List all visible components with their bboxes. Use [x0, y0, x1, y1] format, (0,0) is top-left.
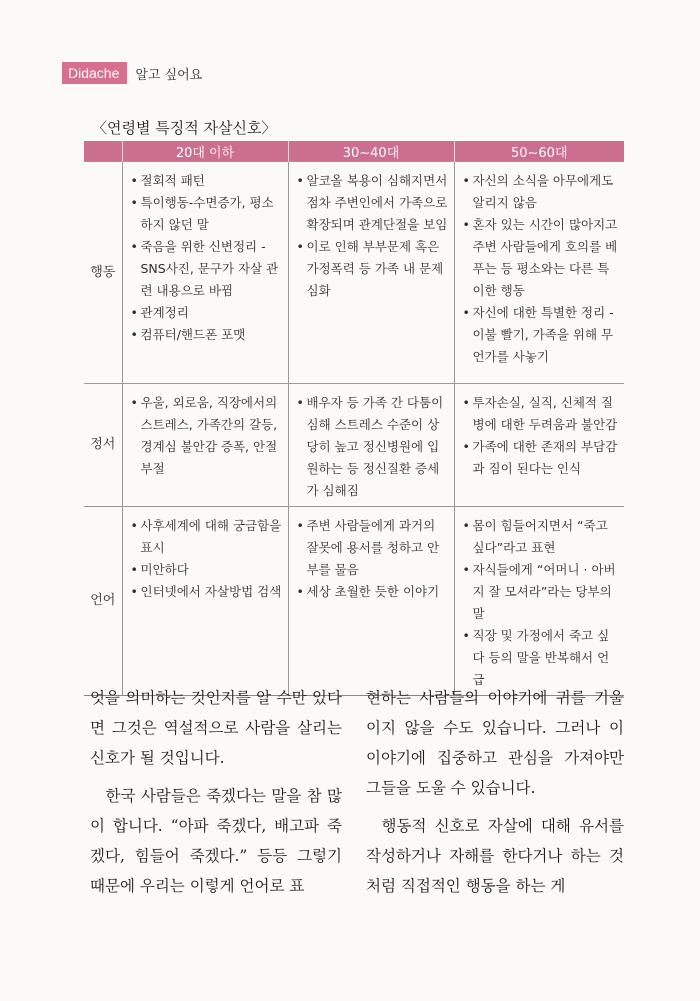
list-item: • 절회적 패턴 [131, 170, 282, 192]
paragraph: 현하는 사람들의 이야기에 귀를 기울이지 않을 수도 있습니다. 그러나 이 이야기에 집중하고 관심을 가져야만 그들을 도울 수 있습니다. [366, 689, 624, 797]
list-item: • 인터넷에서 자살방법 검색 [131, 581, 282, 603]
list-item: • 알코올 복용이 심해지면서 점차 주변인에서 가족으로 확장되며 관계단절을 보임 [297, 170, 448, 236]
row-behavior [84, 162, 624, 384]
header-50s-60s: 50~60대 [454, 141, 624, 162]
table-header-row [84, 141, 624, 162]
row-language [84, 507, 624, 696]
list-item: • 죽음을 위한 신변정리 -SNS사진, 문구가 자살 관련 내용으로 바뀜 [131, 236, 282, 302]
body-column-left [90, 683, 342, 901]
list-behavior-50s [463, 170, 619, 368]
row-label-behavior: 행동 [84, 162, 122, 384]
list-item: • 이로 인해 부부문제 혹은 가정폭력 등 가족 내 문제 심화 [297, 236, 448, 302]
header-30s-40s: 30~40대 [288, 141, 454, 162]
brand-label: Didache [62, 62, 127, 84]
row-label-emotion: 정서 [84, 384, 122, 507]
list-item: • 자신에 대한 특별한 정리 -이불 빨기, 가족을 위해 무언가를 사놓기 [463, 302, 619, 368]
section-title: 알고 싶어요 [135, 67, 203, 83]
row-label-language: 언어 [84, 507, 122, 696]
list-language-30s [297, 515, 448, 603]
paragraph: 한국 사람들은 죽겠다는 말을 참 많이 합니다. “아파 죽겠다, 배고파 죽겠다, 힘들어 죽겠다.” 등등 그렇기 때문에 우리는 이렇게 언어로 표 [90, 787, 342, 895]
list-item: • 몸이 힘들어지면서 “죽고 싶다”라고 표현 [463, 515, 619, 559]
list-language-20s [131, 515, 282, 603]
list-item: • 우울, 외로움, 직장에서의 스트레스, 가족간의 갈등, 경계심 불안감 증폭, 안절부절 [131, 392, 282, 480]
table-caption: 〈연령별 특징적 자살신호〉 [92, 119, 277, 137]
suicide-signals-table [84, 141, 624, 696]
list-item: • 자신의 소식을 아무에게도 알리지 않음 [463, 170, 619, 214]
header-empty [84, 141, 122, 162]
list-item: • 투자손실, 실직, 신체적 질병에 대한 두려움과 불안감 [463, 392, 619, 436]
row-emotion [84, 384, 624, 507]
list-item: • 미안하다 [131, 559, 282, 581]
list-emotion-20s [131, 392, 282, 480]
list-item: • 특이행동-수면증가, 평소하지 않던 말 [131, 192, 282, 236]
paragraph: 엇을 의미하는 것인지를 알 수만 있다면 그것은 역설적으로 사람을 살리는 신호가 될 것입니다. [90, 689, 342, 767]
list-item: • 배우자 등 가족 간 다툼이 심해 스트레스 수준이 상당히 높고 정신병원에 입원하는 등 정신질환 증세가 심해짐 [297, 392, 448, 502]
page-header [62, 62, 202, 84]
list-item: • 직장 및 가정에서 죽고 싶다 등의 말을 반복해서 언급 [463, 625, 619, 691]
list-item: • 자식들에게 “어머니 · 아버지 잘 모셔라”라는 당부의 말 [463, 559, 619, 625]
list-item: • 관계정리 [131, 302, 282, 324]
list-item: • 컴퓨터/핸드폰 포맷 [131, 324, 282, 346]
header-20s: 20대 이하 [122, 141, 288, 162]
list-item: • 주변 사람들에게 과거의 잘못에 용서를 청하고 안부를 물음 [297, 515, 448, 581]
list-item: • 가족에 대한 존재의 부담감과 짐이 된다는 인식 [463, 436, 619, 480]
list-behavior-20s [131, 170, 282, 346]
paragraph: 행동적 신호로 자살에 대해 유서를 작성하거나 자해를 한다거나 하는 것처럼 직접적인 행동을 하는 게 [366, 817, 624, 895]
list-behavior-30s [297, 170, 448, 302]
list-item: • 세상 초월한 듯한 이야기 [297, 581, 448, 603]
list-item: • 혼자 있는 시간이 많아지고 주변 사람들에게 호의를 베푸는 등 평소와는 다른 특이한 행동 [463, 214, 619, 302]
list-language-50s [463, 515, 619, 691]
list-emotion-30s [297, 392, 448, 502]
list-emotion-50s [463, 392, 619, 480]
body-column-right [366, 683, 624, 901]
list-item: • 사후세계에 대해 궁금함을 표시 [131, 515, 282, 559]
